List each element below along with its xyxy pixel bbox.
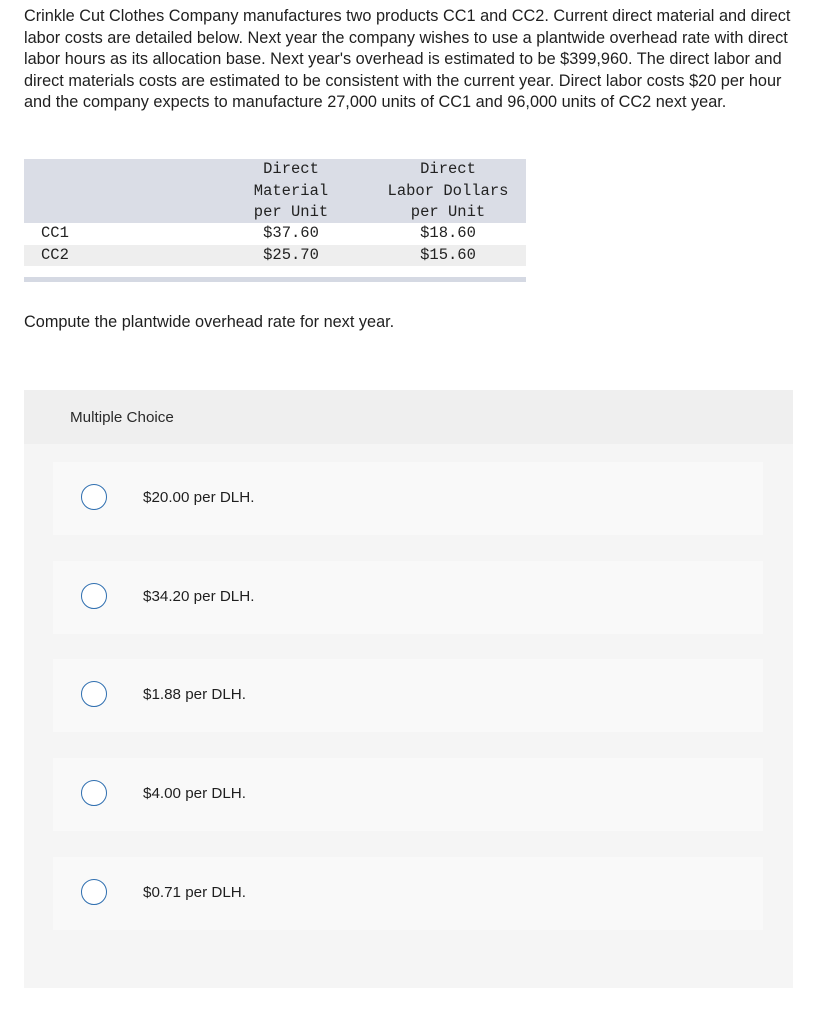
choice-label[interactable]: $20.00 per DLH. <box>143 489 255 506</box>
prompt-text: Compute the plantwide overhead rate for next year. <box>24 313 395 331</box>
choice-option-5[interactable] <box>53 857 763 930</box>
dm-cell: $25.70 <box>263 245 319 264</box>
table-header <box>24 159 526 223</box>
table-footer-bar <box>24 277 526 282</box>
header-line: Direct <box>420 160 476 178</box>
product-cell: CC2 <box>41 245 69 264</box>
header-line: Material <box>253 181 329 200</box>
header-direct-material <box>246 159 336 224</box>
table-row <box>24 223 526 245</box>
table-row <box>24 245 526 267</box>
choice-option-2[interactable] <box>53 561 763 634</box>
choice-label[interactable]: $1.88 per DLH. <box>143 686 246 703</box>
choice-option-1[interactable] <box>53 462 763 535</box>
header-direct-labor <box>374 159 522 224</box>
radio-button-icon[interactable] <box>81 583 107 609</box>
multiple-choice-panel <box>24 390 793 988</box>
header-line: Direct <box>263 160 319 178</box>
dm-cell: $37.60 <box>263 224 319 242</box>
header-line: Labor Dollars <box>387 181 509 200</box>
header-line: per Unit <box>410 203 486 221</box>
product-cell: CC1 <box>41 224 69 242</box>
header-line: per Unit <box>253 203 329 221</box>
radio-button-icon[interactable] <box>81 484 107 510</box>
radio-button-icon[interactable] <box>81 780 107 806</box>
choice-option-3[interactable] <box>53 659 763 732</box>
choice-label[interactable]: $0.71 per DLH. <box>143 884 246 901</box>
radio-button-icon[interactable] <box>81 879 107 905</box>
question-text: Crinkle Cut Clothes Company manufactures two products CC1 and CC2. Current direct material and direct labor costs are detailed below. Next year the company wishes to use a plantwide overhead rate with direct labor hours as its allocation base. Next year's overhead is estimated to be $399,960. The direct labor and direct materials costs are estimated to be consistent with the current year. Direct labor costs $20 per hour and the company expects to manufacture 27,000 units of CC1 and 96,000 units of CC2 next year. <box>24 7 791 112</box>
multiple-choice-title: Multiple Choice <box>70 409 174 426</box>
choice-option-4[interactable] <box>53 758 763 831</box>
dl-cell: $18.60 <box>420 224 476 242</box>
choice-label[interactable]: $34.20 per DLH. <box>143 588 255 605</box>
radio-button-icon[interactable] <box>81 681 107 707</box>
dl-cell: $15.60 <box>420 245 476 264</box>
choice-label[interactable]: $4.00 per DLH. <box>143 785 246 802</box>
multiple-choice-header <box>24 390 793 444</box>
cost-table <box>24 159 526 282</box>
